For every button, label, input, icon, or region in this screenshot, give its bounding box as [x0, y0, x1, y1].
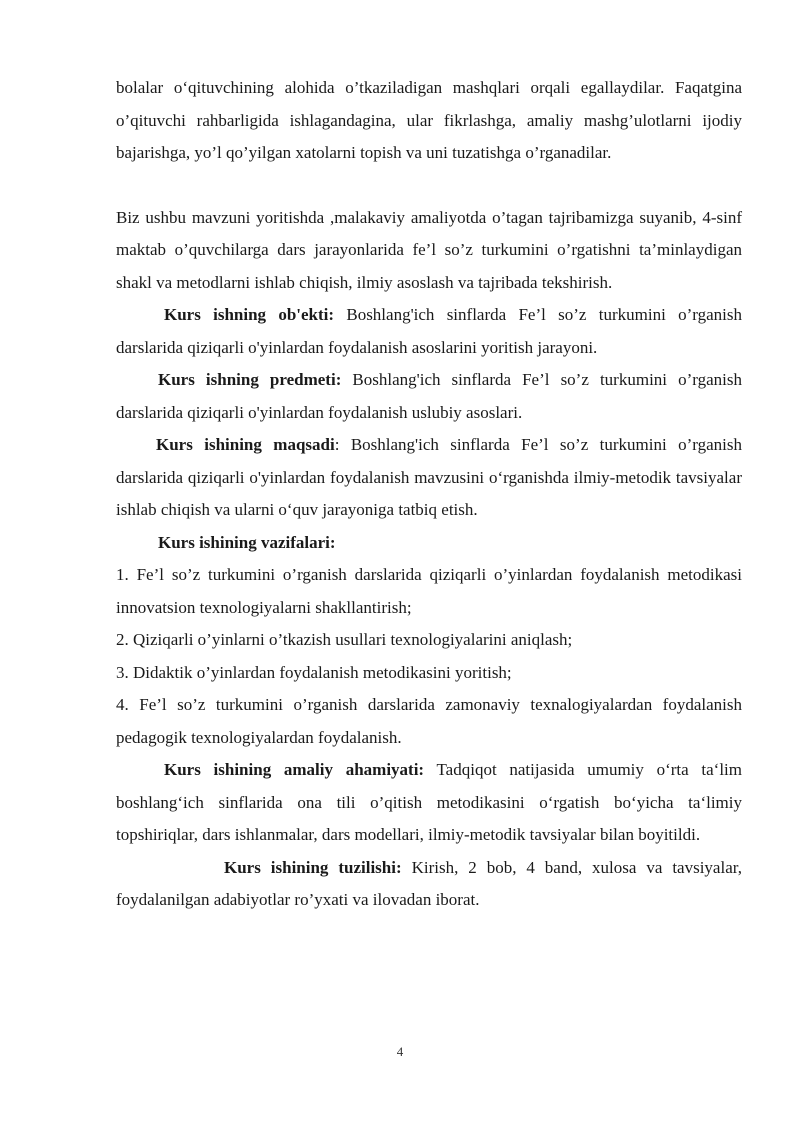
structure-label: Kurs ishining tuzilishi: — [224, 857, 402, 877]
paragraph-spacer — [116, 170, 742, 202]
body-text — [116, 72, 742, 917]
task-item: 4. Fe’l so’z turkumini o’rganish darslarida zamonaviy texnalogiyalardan foydalanish pedagogik texnologiyalardan foydalanish. — [116, 695, 742, 747]
paragraph-importance — [116, 754, 742, 852]
paragraph-object — [116, 299, 742, 364]
subject-text: Boshlang'ich sinflarda Fe’l so’z turkumini o’rganish darslarida qiziqarli o'yinlardan foydalanish uslubiy asoslari. — [116, 370, 742, 422]
paragraph-tasks-heading — [116, 527, 742, 560]
paragraph-goal — [116, 429, 742, 527]
paragraph-intro: bolalar o‘qituvchining alohida o’tkaziladigan mashqlari orqali egallaydilar. Faqatgina o’qituvchi rahbarligida ishlagandagina, ular fikrlashga, amaliy mashg’ulotlarni ijodiy bajarishga, yo’l qo’yilgan xatolarni topish va uni tuzatishga o’rganadilar. — [116, 78, 742, 162]
importance-label: Kurs ishining amaliy ahamiyati: — [164, 760, 425, 779]
object-label: Kurs ishning ob'ekti: — [164, 305, 335, 324]
importance-text: Tadqiqot natijasida umumiy o‘rta ta‘lim boshlang‘ich sinflarida ona tili o’qitish metodikasini o‘rgatish bo‘yicha ta‘limiy topshiriqlar, dars ishlanmalar, dars modellari, ilmiy-metodik tavsiyalar bilan boyitildi. — [116, 760, 742, 844]
task-item: 1. Fe’l so’z turkumini o’rganish darslarida qiziqarli o’yinlardan foydalanish metodikasi innovatsion texnologiyalarni shakllantirish; — [116, 565, 742, 617]
paragraph-subject — [116, 364, 742, 429]
task-item: 3. Didaktik o’yinlardan foydalanish metodikasini yoritish; — [116, 662, 512, 682]
task-item: 2. Qiziqarli o’yinlarni o’tkazish usullari texnologiyalarini aniqlash; — [116, 630, 573, 649]
tasks-label: Kurs ishining vazifalari: — [158, 532, 336, 552]
goal-text: : Boshlang'ich sinflarda Fe’l so’z turkumini o’rganish darslarida qiziqarli o'yinlardan foydalanish mavzusini o‘rganishda ilmiy-metodik tavsiyalar ishlab chiqish va ularni o‘quv jarayoniga tatbiq etish. — [116, 435, 742, 519]
object-text: Boshlang'ich sinflarda Fe’l so’z turkumini o’rganish darslarida qiziqarli o'yinlardan foydalanish asoslarini yoritish jarayoni. — [116, 305, 742, 357]
goal-label: Kurs ishining maqsadi — [156, 435, 335, 454]
paragraph-topic: Biz ushbu mavzuni yoritishda ,malakaviy amaliyotda o’tagan tajribamizga suyanib, 4-sinf maktab o’quvchilarga dars jarayonlarida fe’l so’z turkumini o’rgatishni ta’minlaydigan shakl va metodlarni ishlab chiqish, ilmiy asoslash va tajribada tekshirish. — [116, 207, 742, 292]
paragraph-structure — [116, 852, 742, 917]
subject-label: Kurs ishning predmeti: — [158, 370, 342, 389]
page-number: 4 — [396, 1044, 404, 1059]
structure-text: Kirish, 2 bob, 4 band, xulosa va tavsiyalar, foydalanilgan adabiyotlar ro’yxati va ilovadan iborat. — [116, 857, 742, 909]
